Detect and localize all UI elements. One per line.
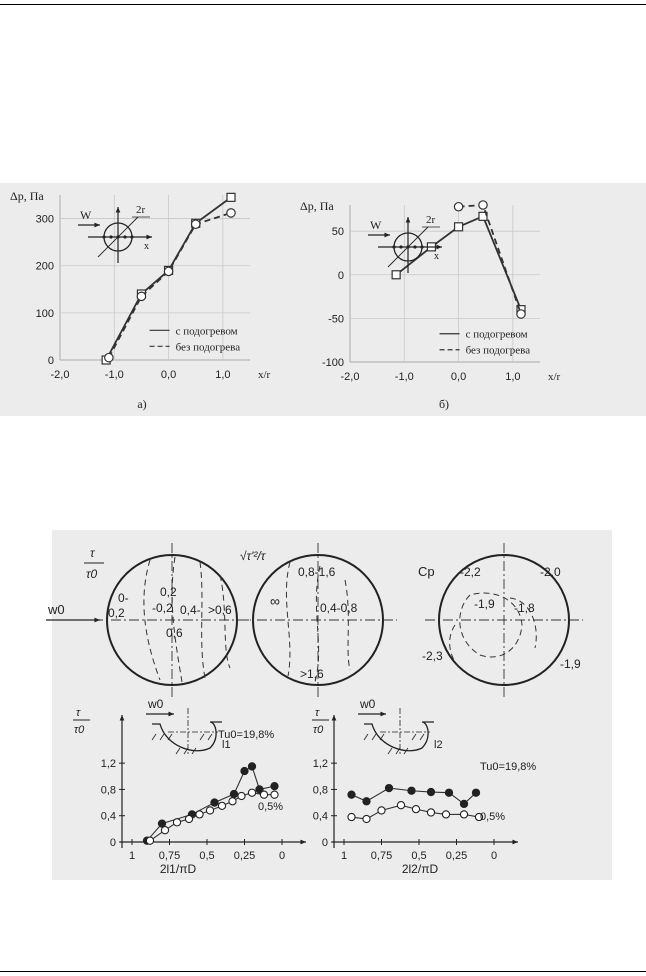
contour-map-1-isoline-label: >0,6 <box>208 603 232 617</box>
chart3-point-open <box>146 837 153 844</box>
chart3-inset-hatch <box>176 748 180 754</box>
chart2-point-circle <box>479 201 487 209</box>
chart4-point-filled <box>445 789 452 796</box>
contour-map-1-label-den: τ0 <box>86 567 98 581</box>
contour-map-3-isoline-label: -2,2 <box>460 565 481 579</box>
chart2-legend-label-1: с подогревом <box>465 328 528 341</box>
contour-map-1-isoline-label: 0,6 <box>166 626 183 640</box>
chart3-inset-hatch <box>152 734 156 740</box>
chart3-point-open <box>229 798 236 805</box>
chart1-point-square <box>227 193 235 201</box>
chart1-inset-port <box>102 235 105 238</box>
chart4-point-open <box>397 802 404 809</box>
chart4-inset-flow-label: w0 <box>360 697 376 711</box>
chart3-inset-hatch <box>168 734 172 740</box>
chart3-y-axis-head <box>120 715 125 721</box>
chart4-point-filled <box>348 791 355 798</box>
contour-map-2-isoline <box>345 580 350 670</box>
chart1-y-axis-title: Δp, Па <box>10 189 44 203</box>
chart4-point-filled <box>408 787 415 794</box>
chart4-y-label-num: τ <box>315 707 320 719</box>
chart4-x-tick-label: 0,25 <box>445 850 468 862</box>
chart2-inset-flow-arrow-head <box>384 233 390 238</box>
chart1-inset-axis-label: x <box>144 241 149 252</box>
chart4-point-open <box>442 811 449 818</box>
chart3-x-tick-label: 1 <box>128 850 136 862</box>
chart2-x-tick-label: -2,0 <box>340 371 360 383</box>
chart1-y-tick-label: 200 <box>35 260 54 273</box>
contour-map-2-isoline <box>286 562 290 676</box>
contour-map-2-isoline-label: 0,4-0,8 <box>320 601 358 615</box>
contour-map-2-isoline-label: ∞ <box>270 593 280 609</box>
chart4-y-tick-label: 0,8 <box>312 784 328 797</box>
chart4-series-label-1: Tu0=19,8% <box>480 761 537 773</box>
chart1-inset-port <box>130 235 133 238</box>
chart3-inset-flow-arrow-head <box>168 712 174 717</box>
chart1-y-tick-label: 300 <box>35 213 54 226</box>
chart2-point-square <box>392 271 400 279</box>
chart2-y-tick-label: -50 <box>328 313 344 326</box>
chart1-point-circle <box>227 209 235 217</box>
chart2-inset-flow-label: W <box>370 218 382 232</box>
chart1-inset-port <box>123 235 126 238</box>
chart4-y-axis-head <box>332 715 337 721</box>
chart1-legend-label-1: с подогревом <box>175 325 238 338</box>
chart4-point-open <box>427 809 434 816</box>
chart2-inset-horizontal-arrow-head <box>436 245 442 250</box>
chart2-x-axis-title: x/r <box>548 371 561 383</box>
chart3-y-tick-label: 0,4 <box>100 810 116 823</box>
chart2-series-line-2 <box>459 205 521 314</box>
chart4-point-open <box>348 813 355 820</box>
chart3-series-label-1: Tu0=19,8% <box>218 729 275 741</box>
chart4-inset-hatch <box>420 734 424 740</box>
chart4-x-axis-title: 2l2/πD <box>401 862 439 876</box>
contour-map-1-flow-label: w0 <box>48 602 65 617</box>
chart1-panel-label: а) <box>137 397 147 411</box>
chart2-inset-diameter-label: 2r <box>426 214 436 226</box>
chart3-point-open <box>271 791 278 798</box>
chart2-legend-label-2: без подогрева <box>465 344 531 357</box>
chart3-point-open <box>248 789 255 796</box>
chart3-y-tick-label: 0 <box>109 837 116 849</box>
chart2-panel-label: б) <box>438 397 450 411</box>
chart4-point-filled <box>385 785 392 792</box>
contour-map-2-isoline-label: 0,8-1,6 <box>298 565 336 579</box>
contour-map-2-label: √τ'²/τ <box>240 549 266 563</box>
chart2-inset-port <box>420 245 423 248</box>
contour-map-1-isoline-label: 0,4- <box>180 603 201 617</box>
chart3-point-filled <box>211 799 218 806</box>
chart4-y-tick-label: 1,2 <box>312 758 328 771</box>
chart3-y-tick-label: 1,2 <box>100 758 116 771</box>
contour-map-3-isoline-label: -1,8 <box>514 601 535 615</box>
contour-map-1-flow-arrow-head <box>94 618 100 623</box>
chart3-x-axis-title: 2l1/πD <box>159 862 197 876</box>
contour-map-3-isoline-label: -1,9 <box>474 597 495 611</box>
chart3-inset-hatch <box>160 734 164 740</box>
chart4-inset-hatch <box>380 734 384 740</box>
chart4-inset-hatch <box>412 734 416 740</box>
chart1-x-tick-label: 0,0 <box>160 369 177 381</box>
chart2-inset-axis-label: x <box>434 251 439 262</box>
chart3-point-open <box>173 819 180 826</box>
chart3-x-axis-head <box>300 840 306 845</box>
contour-map-3-isoline <box>450 625 462 670</box>
chart4-point-filled <box>427 788 434 795</box>
chart1-point-circle <box>192 220 200 228</box>
contour-map-1-isoline-label: -0,2 <box>152 601 173 615</box>
contour-map-2-isoline <box>315 566 320 682</box>
chart2-y-tick-label: -100 <box>321 357 344 369</box>
chart1-inset-port <box>109 235 112 238</box>
contour-map-3-isoline-label: -2,3 <box>422 649 443 663</box>
chart4-series-label-2: 0,5% <box>480 811 506 823</box>
chart3-point-open <box>260 791 267 798</box>
chart1-x-tick-label: 1,0 <box>215 369 231 381</box>
contour-map-1-label-num: τ <box>90 546 95 560</box>
chart2-inset-port <box>413 245 416 248</box>
chart4-y-tick-label: 0,4 <box>312 810 328 823</box>
chart3-point-filled <box>241 767 248 774</box>
chart3-point-open <box>161 827 168 834</box>
chart4-x-axis-head <box>512 840 518 845</box>
chart2-x-tick-label: -1,0 <box>394 371 414 383</box>
contour-map-3-label: Cp <box>418 564 435 579</box>
chart3-point-open <box>196 811 203 818</box>
chart3-inset-flow-label: w0 <box>148 697 164 711</box>
chart2-y-tick-label: 0 <box>337 269 344 282</box>
chart1-legend-label-2: без подогрева <box>175 341 241 354</box>
chart2-inset-port <box>399 245 402 248</box>
chart3-x-tick-label: 0,5 <box>199 850 215 862</box>
chart4-inset-hatch <box>372 734 376 740</box>
chart4-inset-flow-arrow-head <box>380 712 386 717</box>
chart1-y-tick-label: 0 <box>47 355 54 367</box>
chart3-series-label-2: 0,5% <box>258 801 284 813</box>
chart4-x-tick-label: 0,5 <box>411 850 427 862</box>
contour-map-1-isoline-label: 0,2 <box>160 585 177 599</box>
chart3-inset-curve-label: l1 <box>222 739 231 751</box>
contour-map-1-isoline-label: 0- <box>118 591 129 605</box>
chart1-y-tick-label: 100 <box>35 307 54 320</box>
chart3-point-open <box>206 807 213 814</box>
chart2-y-axis-title: Δp, Па <box>300 199 334 213</box>
chart3-point-open <box>238 792 245 799</box>
chart2-inset-vertical-arrow-head <box>406 217 411 223</box>
contour-map-3-isoline-label: -2,0 <box>540 565 561 579</box>
chart3-inset-hatch <box>200 734 204 740</box>
contour-map-2-isoline-label: >1,6 <box>300 667 324 681</box>
chart1-inset-vertical-arrow-head <box>116 207 121 213</box>
chart2-x-tick-label: 1,0 <box>505 371 521 383</box>
chart4-point-filled <box>460 800 467 807</box>
chart4-inset-curve-label: l2 <box>434 739 443 751</box>
chart4-y-tick-label: 0 <box>321 837 328 849</box>
chart4-point-filled <box>363 798 370 805</box>
chart3-y-label-den: τ0 <box>74 724 85 736</box>
chart4-inset-hatch <box>388 748 392 754</box>
contour-map-3-isoline-label: -1,9 <box>560 657 581 671</box>
chart4-point-open <box>460 811 467 818</box>
chart1-inset-flow-arrow-head <box>94 223 100 228</box>
chart2-inset-port <box>392 245 395 248</box>
chart4-y-label-den: τ0 <box>313 724 324 736</box>
chart2-point-square <box>455 223 463 231</box>
chart2-x-tick-label: 0,0 <box>450 371 467 383</box>
chart4-x-tick-label: 0 <box>490 850 498 862</box>
chart2-point-circle <box>517 310 525 318</box>
chart4-point-open <box>378 807 385 814</box>
chart3-x-tick-label: 0,75 <box>158 850 181 862</box>
chart3-x-tick-label: 0,25 <box>233 850 256 862</box>
chart3-point-filled <box>248 763 255 770</box>
chart4-point-open <box>412 806 419 813</box>
chart3-y-tick-label: 0,8 <box>100 784 116 797</box>
contour-map-1-isoline-label: 0,2 <box>108 606 125 620</box>
chart1-x-tick-label: -1,0 <box>104 369 124 381</box>
chart4-inset-hatch <box>364 734 368 740</box>
chart2-point-circle <box>454 203 462 211</box>
chart4-point-open <box>363 815 370 822</box>
contour-map-1-isoline <box>172 557 182 682</box>
chart4-x-tick-label: 1 <box>340 850 348 862</box>
chart3-inset-hatch <box>208 734 212 740</box>
chart4-point-filled <box>472 789 479 796</box>
chart3-point-filled <box>230 790 237 797</box>
chart1-x-tick-label: -2,0 <box>50 369 70 381</box>
chart3-point-open <box>218 802 225 809</box>
chart3-y-label-num: τ <box>76 707 81 719</box>
chart1-point-circle <box>164 267 172 275</box>
chart1-inset-flow-label: W <box>80 208 92 222</box>
chart2-y-tick-label: 50 <box>331 226 344 239</box>
chart3-point-open <box>185 815 192 822</box>
chart1-x-axis-title: x/r <box>258 369 271 381</box>
chart1-point-circle <box>137 292 145 300</box>
chart1-point-circle <box>105 353 113 361</box>
chart1-inset-horizontal-arrow-head <box>146 235 152 240</box>
chart1-inset-diameter-label: 2r <box>136 204 146 216</box>
chart3-x-tick-label: 0 <box>278 850 286 862</box>
chart3-point-filled <box>271 783 278 790</box>
chart4-x-tick-label: 0,75 <box>370 850 393 862</box>
